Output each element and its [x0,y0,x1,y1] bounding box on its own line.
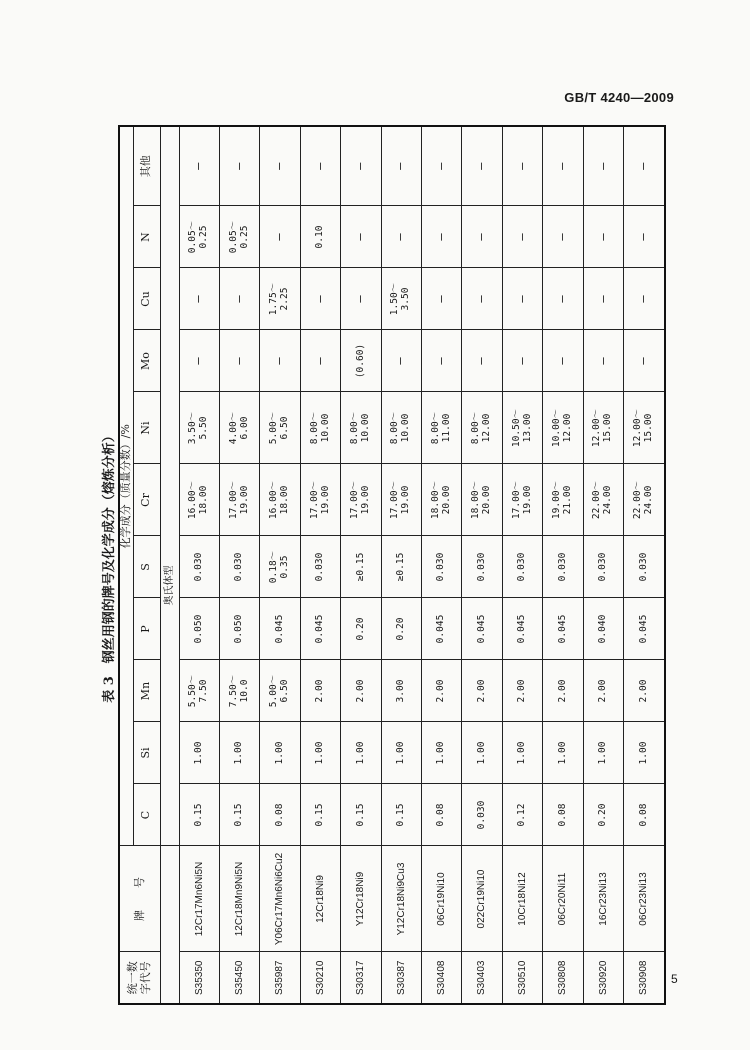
composition-value: 2.00 [583,660,623,722]
composition-value: 0.15 [300,784,340,846]
composition-value: — [624,126,665,206]
table-caption: 表 3 钢丝用钢的牌号及化学成分（熔炼分析） [102,429,117,703]
composition-value: 8.00～ 11.00 [422,392,462,464]
composition-value: 12.00～ 15.00 [583,392,623,464]
steel-code: S35450 [220,952,260,1004]
composition-value: 2.00 [300,660,340,722]
composition-value: 1.00 [543,722,583,784]
composition-value: 0.20 [341,598,381,660]
table-row [260,126,300,1004]
composition-value: — [502,126,542,206]
composition-value: — [583,268,623,330]
composition-value: 5.00～ 6.50 [260,392,300,464]
composition-value: — [502,206,542,268]
composition-value: — [422,268,462,330]
steel-grade: 12Cr17Mn6Ni5N [179,846,219,952]
composition-value: 12.00～ 15.00 [624,392,665,464]
composition-value: — [422,206,462,268]
composition-value: 0.20 [381,598,421,660]
steel-code: S30210 [300,952,340,1004]
steel-code: S30920 [583,952,623,1004]
composition-value: 2.00 [462,660,502,722]
composition-value: 1.50～ 3.50 [381,268,421,330]
header-element: Ni [133,392,160,464]
header-element: 其他 [133,126,160,206]
composition-value: — [179,330,219,392]
steel-code: S30317 [341,952,381,1004]
composition-value: 0.030 [422,536,462,598]
composition-value: — [260,330,300,392]
composition-value: 0.030 [502,536,542,598]
composition-value: 0.045 [624,598,665,660]
table-row [583,126,623,1004]
composition-value: 8.00～ 12.00 [462,392,502,464]
steel-grade: 06Cr23Ni13 [624,846,665,952]
composition-value: 0.18～ 0.35 [260,536,300,598]
composition-value: — [179,268,219,330]
chemical-composition-table [118,125,666,1005]
composition-value: — [422,126,462,206]
header-element: S [133,536,160,598]
composition-value: — [341,206,381,268]
composition-value: (0.60) [341,330,381,392]
composition-value: 0.15 [220,784,260,846]
steel-grade: 16Cr23Ni13 [583,846,623,952]
composition-value: 5.00～ 6.50 [260,660,300,722]
composition-value: 1.00 [341,722,381,784]
steel-grade: 06Cr19Ni10 [422,846,462,952]
composition-value: — [341,268,381,330]
composition-value: — [462,330,502,392]
composition-value: 1.00 [381,722,421,784]
composition-value: 0.045 [422,598,462,660]
header-element: Si [133,722,160,784]
header-element: C [133,784,160,846]
composition-value: 3.50～ 5.50 [179,392,219,464]
subheading-spacer [160,846,179,1004]
steel-grade: Y06Cr17Mn6Ni6Cu2 [260,846,300,952]
steel-code: S30403 [462,952,502,1004]
header-code: 统一数 字代号 [119,952,160,1004]
composition-value: 18.00～ 20.00 [462,464,502,536]
composition-value: 10.50～ 13.00 [502,392,542,464]
header-element: Cr [133,464,160,536]
composition-value: — [300,268,340,330]
header-element: P [133,598,160,660]
composition-value: — [300,330,340,392]
composition-value: 2.00 [624,660,665,722]
composition-value: 4.00～ 6.00 [220,392,260,464]
subheading-austenitic: 奥氏体型 [160,126,179,846]
header-element: Cu [133,268,160,330]
composition-value: 0.030 [624,536,665,598]
composition-value: — [543,206,583,268]
composition-value: 1.00 [220,722,260,784]
composition-value: 0.15 [381,784,421,846]
composition-value: — [624,206,665,268]
composition-value: 2.00 [422,660,462,722]
composition-value: 1.00 [462,722,502,784]
composition-value: 1.00 [260,722,300,784]
composition-value: 1.00 [300,722,340,784]
rotated-table-block [100,127,666,1005]
header-composition: 化学成分（质量分数）/% [119,126,133,846]
composition-value: 16.00～ 18.00 [260,464,300,536]
composition-value: — [381,206,421,268]
composition-value: 0.030 [300,536,340,598]
header-element: Mn [133,660,160,722]
header-grade: 牌 号 [119,846,160,952]
composition-value: — [300,126,340,206]
steel-grade: 12Cr18Mn9Ni5N [220,846,260,952]
composition-value: ≥0.15 [381,536,421,598]
composition-value: — [220,268,260,330]
steel-grade: 022Cr19Ni10 [462,846,502,952]
table-row [220,126,260,1004]
composition-value: 0.08 [543,784,583,846]
steel-code: S30908 [624,952,665,1004]
composition-value: 1.00 [422,722,462,784]
composition-value: 0.045 [502,598,542,660]
composition-value: 10.00～ 12.00 [543,392,583,464]
composition-value: 17.00～ 19.00 [341,464,381,536]
composition-value: — [381,330,421,392]
composition-value: 8.00～ 10.00 [300,392,340,464]
composition-value: 8.00～ 10.00 [381,392,421,464]
composition-value: — [341,126,381,206]
composition-value: 1.00 [502,722,542,784]
composition-value: 22.00～ 24.00 [624,464,665,536]
composition-value: — [179,126,219,206]
composition-value: 7.50～ 10.0 [220,660,260,722]
composition-value: 0.045 [462,598,502,660]
composition-value: — [583,126,623,206]
table-row [300,126,340,1004]
composition-value: 17.00～ 19.00 [300,464,340,536]
composition-value: 0.030 [543,536,583,598]
steel-code: S35987 [260,952,300,1004]
composition-value: 0.20 [583,784,623,846]
composition-value: 17.00～ 19.00 [381,464,421,536]
composition-value: 0.030 [220,536,260,598]
steel-grade: Y12Cr18Ni9Cu3 [381,846,421,952]
composition-value: 2.00 [543,660,583,722]
composition-value: 0.15 [341,784,381,846]
composition-value: — [624,268,665,330]
composition-value: 8.00～ 10.00 [341,392,381,464]
composition-value: 0.050 [220,598,260,660]
composition-value: — [381,126,421,206]
standard-number: GB/T 4240—2009 [564,90,674,105]
page-number: 5 [671,972,678,986]
composition-value: 0.08 [260,784,300,846]
header-element: N [133,206,160,268]
composition-value: 0.12 [502,784,542,846]
table-row [624,126,665,1004]
composition-value: — [260,206,300,268]
composition-value: 0.05～ 0.25 [179,206,219,268]
composition-value: 18.00～ 20.00 [422,464,462,536]
table-body [160,126,665,1004]
composition-value: — [462,268,502,330]
steel-grade: Y12Cr18Ni9 [341,846,381,952]
composition-value: 1.75～ 2.25 [260,268,300,330]
composition-value: ≥0.15 [341,536,381,598]
composition-value: — [543,126,583,206]
steel-code: S30387 [381,952,421,1004]
composition-value: — [543,268,583,330]
composition-value: — [220,126,260,206]
composition-value: 1.00 [624,722,665,784]
table-row [341,126,381,1004]
table-row [502,126,542,1004]
composition-value: 3.00 [381,660,421,722]
composition-value: 5.50～ 7.50 [179,660,219,722]
composition-value: — [502,330,542,392]
composition-value: 17.00～ 19.00 [502,464,542,536]
composition-value: 19.00～ 21.00 [543,464,583,536]
composition-value: 17.00～ 19.00 [220,464,260,536]
header-element: Mo [133,330,160,392]
composition-value: — [624,330,665,392]
composition-value: 0.045 [543,598,583,660]
table-row [543,126,583,1004]
composition-value: 0.030 [462,784,502,846]
composition-value: 2.00 [341,660,381,722]
composition-value: — [220,330,260,392]
composition-value: 16.00～ 18.00 [179,464,219,536]
composition-value: — [583,330,623,392]
composition-value: 22.00～ 24.00 [583,464,623,536]
steel-code: S30510 [502,952,542,1004]
table-row [179,126,219,1004]
steel-code: S35350 [179,952,219,1004]
composition-value: — [422,330,462,392]
composition-value: 2.00 [502,660,542,722]
steel-grade: 10Cr18Ni12 [502,846,542,952]
composition-value: 0.040 [583,598,623,660]
composition-value: 0.15 [179,784,219,846]
composition-value: — [462,126,502,206]
composition-value: 0.10 [300,206,340,268]
table-row [381,126,421,1004]
steel-grade: 12Cr18Ni9 [300,846,340,952]
composition-value: 0.030 [583,536,623,598]
composition-value: — [260,126,300,206]
composition-value: 0.05～ 0.25 [220,206,260,268]
composition-value: 1.00 [583,722,623,784]
composition-value: 0.030 [462,536,502,598]
composition-value: 1.00 [179,722,219,784]
table-row [462,126,502,1004]
composition-value: — [583,206,623,268]
composition-value: 0.050 [179,598,219,660]
steel-grade: 06Cr20Ni11 [543,846,583,952]
composition-value: 0.030 [179,536,219,598]
composition-value: 0.08 [624,784,665,846]
composition-value: — [502,268,542,330]
composition-value: — [543,330,583,392]
composition-value: — [462,206,502,268]
composition-value: 0.045 [300,598,340,660]
composition-value: 0.045 [260,598,300,660]
steel-code: S30808 [543,952,583,1004]
table-row [422,126,462,1004]
steel-code: S30408 [422,952,462,1004]
composition-value: 0.08 [422,784,462,846]
